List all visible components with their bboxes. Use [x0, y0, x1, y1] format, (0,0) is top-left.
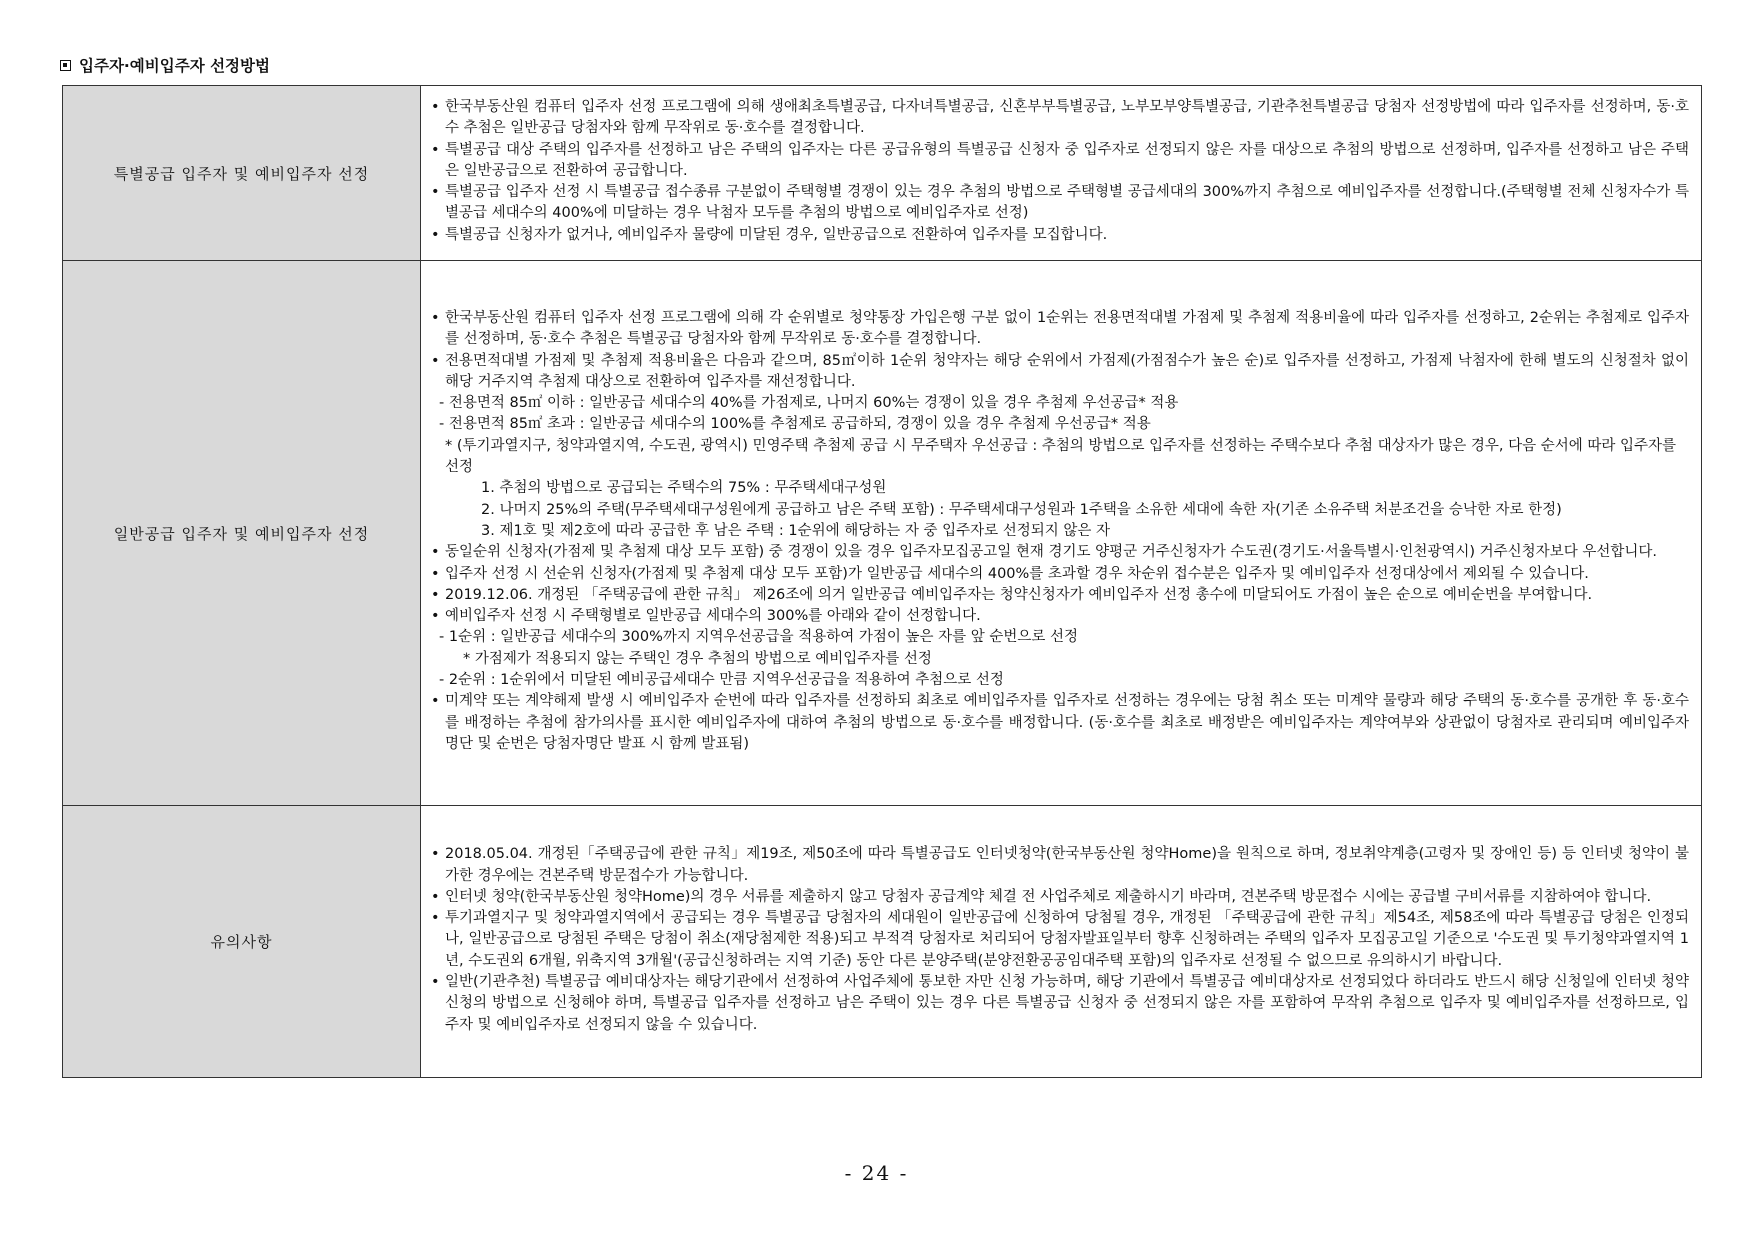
row-1-list-c [431, 691, 1689, 755]
table-row [63, 806, 1702, 1078]
selection-method-table [62, 85, 1702, 1078]
list-item: • 예비입주자 선정 시 주택형별로 일반공급 세대수의 300%를 아래와 같이 선정합니다. [431, 606, 1689, 627]
section-heading [60, 54, 270, 76]
footnote: * (투기과열지구, 청약과열지역, 수도권, 광역시) 민영주택 추첨제 공급 시 무주택자 우선공급 : 추첨의 방법으로 입주자를 선정하는 주택수보다 추첨 대상자가 많은 경우, 다음 순서에 따라 입주자를 선정 [445, 437, 1677, 476]
table-row [63, 261, 1702, 806]
row-1-list [431, 308, 1689, 393]
table-row [63, 86, 1702, 261]
numbered-item: 3. 제1호 및 제2호에 따라 공급한 후 남은 주택 : 1순위에 해당하는 자 중 입주자로 선정되지 않은 자 [481, 522, 1110, 539]
list-item: • 일반(기관추천) 특별공급 예비대상자는 해당기관에서 선정하여 사업주체에 통보한 자만 신청 가능하며, 해당 기관에서 특별공급 예비대상자로 선정되었다 하더라도 반드시 해당 신청일에 인터넷 청약 신청의 방법으로 신청해야 하며, 특별공급 입주자를 선정하고 남은 주택이 있는 경우 다른 특별공급 신청자 중 선정되지 않은 자를 포함하여 무작위 추첨으로 입주자 및 예비입주자를 선정하므로, 입주자 및 예비입주자로 선정되지 않을 수 있습니다. [431, 972, 1689, 1036]
row-content [421, 261, 1702, 806]
sub-item: - 전용면적 85㎡ 이하 : 일반공급 세대수의 40%를 가점제로, 나머지 60%는 경쟁이 있을 경우 추첨제 우선공급* 적용 [439, 395, 1179, 412]
list-item: • 2018.05.04. 개정된「주택공급에 관한 규칙」제19조, 제50조에 따라 특별공급도 인터넷청약(한국부동산원 청약Home)을 원칙으로 하며, 정보취약계층(고령자 및 장애인 등) 등 인터넷 청약이 불가한 경우에는 견본주택 방문접수가 가능합니다. [431, 844, 1689, 887]
list-item: • 인터넷 청약(한국부동산원 청약Home)의 경우 서류를 제출하지 않고 당첨자 공급계약 체결 전 사업주체로 제출하시기 바라며, 견본주택 방문접수 시에는 공급별 구비서류를 지참하여야 합니다. [431, 887, 1689, 908]
list-item: • 한국부동산원 컴퓨터 입주자 선정 프로그램에 의해 각 순위별로 청약통장 가입은행 구분 없이 1순위는 전용면적대별 가점제 및 추첨제 적용비율에 따라 입주자를 선정하고, 2순위는 추첨제로 입주자를 선정하며, 동·호수 추첨은 특별공급 당첨자와 함께 무작위로 동·호수를 결정합니다. [431, 308, 1689, 351]
list-item: • 전용면적대별 가점제 및 추첨제 적용비율은 다음과 같으며, 85㎡이하 1순위 청약자는 해당 순위에서 가점제(가점점수가 높은 순)로 입주자를 선정하고, 가점제 낙첨자에 한해 별도의 신청절차 없이 해당 거주지역 추첨제 대상으로 전환하여 입주자를 재선정합니다. [431, 351, 1689, 394]
list-item: • 입주자 선정 시 선순위 신청자(가점제 및 추첨제 대상 모두 포함)가 일반공급 세대수의 400%를 초과할 경우 차순위 접수분은 입주자 및 예비입주자 선정대상에서 제외될 수 있습니다. [431, 564, 1689, 585]
sub-item: - 1순위 : 일반공급 세대수의 300%까지 지역우선공급을 적용하여 가점이 높은 자를 앞 순번으로 선정 [439, 629, 1078, 646]
numbered-item: 1. 추첨의 방법으로 공급되는 주택수의 75% : 무주택세대구성원 [481, 480, 887, 497]
row-0-list [431, 97, 1689, 246]
row-content [421, 86, 1702, 261]
square-bullet-icon [60, 60, 71, 71]
row-1-list-b [431, 542, 1689, 627]
footnote: * 가점제가 적용되지 않는 주택인 경우 추첨의 방법으로 예비입주자를 선정 [463, 650, 932, 667]
list-item: • 한국부동산원 컴퓨터 입주자 선정 프로그램에 의해 생애최초특별공급, 다자녀특별공급, 신혼부부특별공급, 노부모부양특별공급, 기관추천특별공급 당첨자 선정방법에 따라 입주자를 선정하며, 동·호수 추첨은 일반공급 당첨자와 함께 무작위로 동·호수를 결정합니다. [431, 97, 1689, 140]
list-item: • 특별공급 입주자 선정 시 특별공급 접수종류 구분없이 주택형별 경쟁이 있는 경우 추첨의 방법으로 주택형별 공급세대의 300%까지 추첨으로 예비입주자를 선정합니다.(주택형별 전체 신청자수가 특별공급 세대수의 400%에 미달하는 경우 낙첨자 모두를 추첨의 방법으로 예비입주자로 선정) [431, 182, 1689, 225]
section-title: 입주자·예비입주자 선정방법 [79, 57, 270, 75]
numbered-item: 2. 나머지 25%의 주택(무주택세대구성원에게 공급하고 남은 주택 포함) : 무주택세대구성원과 1주택을 소유한 세대에 속한 자(기존 소유주택 처분조건을 승낙한 자로 한정) [481, 501, 1562, 518]
row-content [421, 806, 1702, 1078]
row-label: 유의사항 [63, 806, 421, 1078]
list-item: • 2019.12.06. 개정된 「주택공급에 관한 규칙」 제26조에 의거 일반공급 예비입주자는 청약신청자가 예비입주자 선정 총수에 미달되어도 가점이 높은 순으로 예비순번을 부여합니다. [431, 585, 1689, 606]
row-2-list [431, 844, 1689, 1036]
sub-item: - 2순위 : 1순위에서 미달된 예비공급세대수 만큼 지역우선공급을 적용하여 추첨으로 선정 [439, 672, 1004, 688]
row-label: 특별공급 입주자 및 예비입주자 선정 [63, 86, 421, 261]
page-number: - 24 - [844, 1161, 909, 1185]
list-item: • 투기과열지구 및 청약과열지역에서 공급되는 경우 특별공급 당첨자의 세대원이 일반공급에 신청하여 당첨될 경우, 개정된 「주택공급에 관한 규칙」제54조, 제58조에 따라 특별공급 당첨은 인정되나, 일반공급으로 당첨된 주택은 당첨이 취소(재당첨제한 적용)되고 부적격 당첨자로 처리되어 당첨자발표일부터 향후 신청하려는 주택의 입주자 모집공고일 기준으로 '수도권 및 투기청약과열지역 1년, 수도권외 6개월, 위축지역 3개월'(공급신청하려는 지역 기준) 동안 다른 분양주택(분양전환공공임대주택 포함)의 입주자로 선정될 수 없으므로 유의하시기 바랍니다. [431, 908, 1689, 972]
sub-item: - 전용면적 85㎡ 초과 : 일반공급 세대수의 100%를 추첨제로 공급하되, 경쟁이 있을 경우 추첨제 우선공급* 적용 [439, 416, 1151, 433]
list-item: • 특별공급 신청자가 없거나, 예비입주자 물량에 미달된 경우, 일반공급으로 전환하여 입주자를 모집합니다. [431, 225, 1689, 246]
list-item: • 미계약 또는 계약해제 발생 시 예비입주자 순번에 따라 입주자를 선정하되 최초로 예비입주자를 입주자로 선정하는 경우에는 당첨 취소 또는 미계약 물량과 해당 주택의 동·호수를 공개한 후 동·호수를 배정하는 추첨에 참가의사를 표시한 예비입주자에 대하여 추첨의 방법으로 동·호수를 배정합니다. (동·호수를 최초로 배정받은 예비입주자는 계약여부와 상관없이 당첨자로 관리되며 예비입주자 명단 및 순번은 당첨자명단 발표 시 함께 발표됨) [431, 691, 1689, 755]
list-item: • 특별공급 대상 주택의 입주자를 선정하고 남은 주택의 입주자는 다른 공급유형의 특별공급 신청자 중 입주자로 선정되지 않은 자를 대상으로 추첨의 방법으로 선정하며, 입주자를 선정하고 남은 주택은 일반공급으로 전환하여 공급합니다. [431, 140, 1689, 183]
row-label: 일반공급 입주자 및 예비입주자 선정 [63, 261, 421, 806]
list-item: • 동일순위 신청자(가점제 및 추첨제 대상 모두 포함) 중 경쟁이 있을 경우 입주자모집공고일 현재 경기도 양평군 거주신청자가 수도권(경기도·서울특별시·인천광역시) 거주신청자보다 우선합니다. [431, 542, 1689, 563]
